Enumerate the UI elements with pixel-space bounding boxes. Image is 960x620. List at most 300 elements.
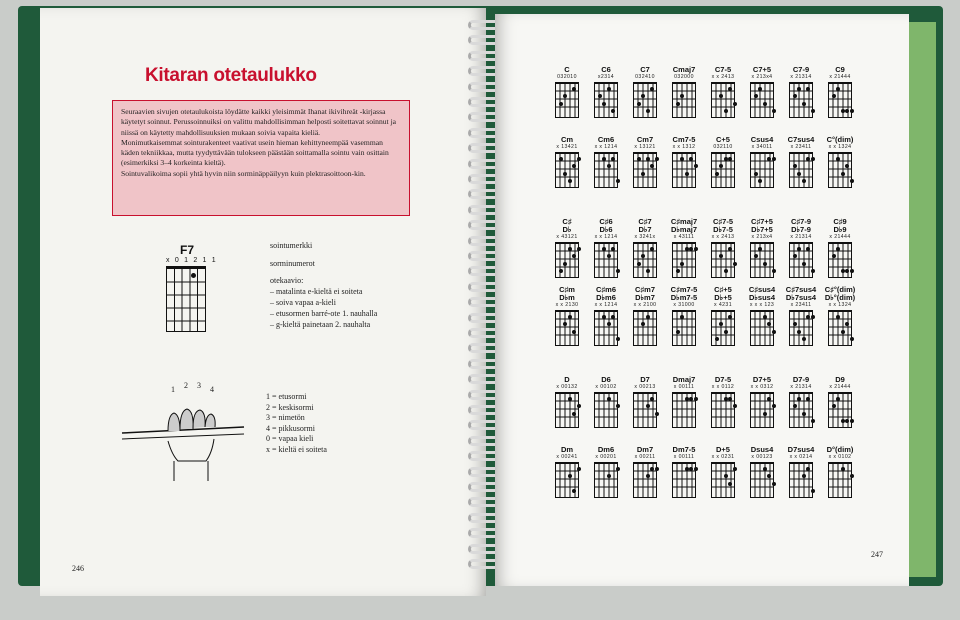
finger-dot (559, 102, 563, 106)
chord-name: Dm7 (636, 445, 654, 454)
chord-diagram (662, 218, 706, 278)
fretboard-grid (828, 82, 852, 118)
finger-dot (680, 157, 684, 161)
finger-dot (559, 269, 563, 273)
finger-dot (577, 404, 581, 408)
finger-dot (572, 87, 576, 91)
finger-dot (797, 397, 801, 401)
chord-diagram (623, 446, 667, 498)
chord-diagram (662, 376, 706, 428)
chord-name: C♯+5 D♭+5 (714, 285, 732, 302)
finger-dot (719, 254, 723, 258)
chord-diagram (740, 446, 784, 498)
chord-fingering: x 213x4 (751, 74, 773, 80)
finger-dot (685, 172, 689, 176)
finger-dot (607, 474, 611, 478)
finger-dot (694, 164, 698, 168)
finger-dot (577, 247, 581, 251)
finger-dot (806, 157, 810, 161)
finger-dot (676, 269, 680, 273)
finger-dot (641, 94, 645, 98)
chord-name: C♯°(dim) D♭°(dim) (824, 285, 856, 302)
chord-name: Dm7-5 (672, 445, 696, 454)
chord-fingering: x 00123 (751, 454, 773, 460)
finger-key-line: x = kieltä ei soiteta (266, 444, 327, 454)
legend-item: – g-kieltä painetaan 2. nauhalta (270, 320, 371, 329)
finger-dot (772, 482, 776, 486)
finger-key (266, 392, 327, 455)
chord-fingering: x 31000 (673, 302, 695, 308)
finger-dot (811, 315, 815, 319)
chord-name: C6 (601, 65, 611, 74)
chord-fingering: x 21444 (829, 384, 851, 390)
chord-diagram (662, 446, 706, 498)
finger-dot (616, 337, 620, 341)
fretboard-grid (633, 462, 657, 498)
chord-name: C♯maj7 D♭maj7 (670, 217, 698, 234)
info-box (112, 100, 410, 216)
finger-dot (602, 102, 606, 106)
chord-diagram (779, 286, 823, 346)
chord-name: C♯7sus4 D♭7sus4 (785, 285, 817, 302)
finger-dot (802, 262, 806, 266)
finger-dot (728, 397, 732, 401)
finger-dot (793, 164, 797, 168)
chord-name: D°(dim) (826, 445, 854, 454)
example-chord-name: F7 (180, 243, 195, 257)
finger-dot (767, 322, 771, 326)
fretboard-grid (594, 82, 618, 118)
fretboard-grid (555, 242, 579, 278)
finger-dot (793, 254, 797, 258)
chord-diagram (740, 286, 784, 346)
finger-key-line: 2 = keskisormi (266, 402, 314, 412)
fretboard-grid (555, 82, 579, 118)
finger-dot (602, 247, 606, 251)
finger-dot (568, 474, 572, 478)
fretboard-grid (828, 152, 852, 188)
chord-fingering: x x 2130 (555, 302, 579, 308)
left-page (40, 8, 486, 596)
finger-number: 2 (184, 381, 188, 390)
finger-dot (797, 87, 801, 91)
finger-dot (689, 467, 693, 471)
chord-diagram (623, 66, 667, 118)
finger-key-line: 3 = nimetön (266, 413, 305, 422)
finger-dot (806, 467, 810, 471)
chord-name: C7sus4 (787, 135, 815, 144)
finger-dot (641, 322, 645, 326)
fretboard-grid (594, 310, 618, 346)
chord-fingering: x x 2413 (711, 74, 735, 80)
finger-dot (646, 157, 650, 161)
finger-dot (680, 315, 684, 319)
finger-dot (850, 474, 854, 478)
finger-dot (676, 102, 680, 106)
chord-diagram (701, 136, 745, 188)
finger-dot (811, 269, 815, 273)
finger-dot (806, 247, 810, 251)
chord-diagram (584, 376, 628, 428)
fretboard-grid (594, 392, 618, 428)
chord-fingering: x 43121 (556, 234, 578, 240)
finger-dot (572, 412, 576, 416)
chord-fingering: x x 1312 (672, 144, 696, 150)
finger-dot (728, 87, 732, 91)
legend-sointumerkki: sointumerkki (270, 241, 313, 250)
chord-fingering: x 21314 (790, 74, 812, 80)
fretboard-grid (672, 462, 696, 498)
chord-diagram (701, 218, 745, 278)
fretboard-grid (711, 310, 735, 346)
page-number-left: 246 (72, 564, 84, 573)
finger-dot (811, 157, 815, 161)
finger-dot (607, 397, 611, 401)
chord-fingering: x 00132 (556, 384, 578, 390)
finger-dot (841, 330, 845, 334)
chord-diagram (584, 286, 628, 346)
chord-name: C (564, 65, 570, 74)
finger-dot (646, 269, 650, 273)
finger-dot (655, 467, 659, 471)
chord-name: D7-5 (714, 375, 732, 384)
finger-dot (685, 467, 689, 471)
finger-dot (724, 157, 728, 161)
finger-dot (724, 474, 728, 478)
finger-number: 4 (210, 385, 214, 394)
finger-dot (845, 419, 849, 423)
finger-dot (559, 157, 563, 161)
finger-dot (850, 179, 854, 183)
chord-diagram (662, 286, 706, 346)
chord-diagram (545, 446, 589, 498)
finger-dot (650, 87, 654, 91)
chord-name: D6 (601, 375, 611, 384)
finger-dot (763, 412, 767, 416)
finger-dot (845, 109, 849, 113)
finger-dot (841, 269, 845, 273)
finger-dot (191, 273, 196, 278)
chord-diagram (818, 286, 862, 346)
chord-fingering: x x 1214 (594, 144, 618, 150)
finger-dot (724, 269, 728, 273)
finger-dot (715, 172, 719, 176)
finger-dot (598, 94, 602, 98)
finger-dot (616, 179, 620, 183)
finger-dot (616, 404, 620, 408)
finger-dot (806, 315, 810, 319)
chord-name: Cm7 (636, 135, 654, 144)
chord-fingering: x 00102 (595, 384, 617, 390)
finger-number: 1 (171, 385, 175, 394)
finger-dot (811, 489, 815, 493)
finger-dot (568, 247, 572, 251)
finger-dot (680, 262, 684, 266)
finger-dot (797, 247, 801, 251)
fretboard-grid (672, 392, 696, 428)
finger-dot (724, 109, 728, 113)
finger-dot (572, 254, 576, 258)
finger-dot (602, 315, 606, 319)
finger-dot (793, 94, 797, 98)
chord-name: Dm6 (597, 445, 615, 454)
chord-name: Cmaj7 (672, 65, 696, 74)
chord-diagram (623, 136, 667, 188)
chord-name: C♯9 D♭9 (833, 217, 847, 234)
fretboard-grid (672, 310, 696, 346)
finger-dot (607, 254, 611, 258)
finger-dot (763, 467, 767, 471)
finger-dot (563, 322, 567, 326)
fretboard-grid (633, 310, 657, 346)
chord-fingering: x 00211 (634, 454, 656, 460)
finger-dot (763, 315, 767, 319)
chord-diagram (623, 376, 667, 428)
info-paragraph: Sointuvalikoima sopii yhtä hyvin niin sorminäppäilyyn kuin plektrasoittoon-kin. (121, 168, 366, 178)
fretboard-grid (750, 392, 774, 428)
finger-dot (611, 315, 615, 319)
chord-name: C♯m6 D♭m6 (595, 285, 616, 302)
finger-dot (650, 397, 654, 401)
fretboard-grid (555, 152, 579, 188)
finger-dot (836, 397, 840, 401)
fretboard-grid (711, 462, 735, 498)
chord-name: C7-5 (714, 65, 732, 74)
chord-name: C♯ D♭ (562, 217, 572, 234)
fretboard-grid (594, 152, 618, 188)
finger-dot (689, 397, 693, 401)
chord-diagram (545, 136, 589, 188)
finger-dot (646, 474, 650, 478)
chord-name: D (564, 375, 570, 384)
fretboard-grid (750, 152, 774, 188)
finger-dot (758, 247, 762, 251)
finger-dot (572, 164, 576, 168)
fretboard-grid (633, 152, 657, 188)
fretboard-grid (750, 462, 774, 498)
chord-fingering: 032010 (557, 74, 577, 80)
legend-item: – etusormen barré-ote 1. nauhalla (270, 309, 378, 318)
chord-diagram (779, 446, 823, 498)
finger-dot (767, 474, 771, 478)
finger-dot (767, 157, 771, 161)
chord-diagram (545, 286, 589, 346)
fretboard-grid (672, 82, 696, 118)
finger-dot (841, 172, 845, 176)
finger-dot (793, 322, 797, 326)
finger-dot (646, 109, 650, 113)
finger-key-line: 0 = vapaa kieli (266, 434, 314, 443)
chord-fingering: x 00241 (556, 454, 578, 460)
finger-dot (733, 102, 737, 106)
chord-diagram (779, 218, 823, 278)
fretboard-grid (789, 310, 813, 346)
finger-dot (836, 157, 840, 161)
finger-dot (836, 87, 840, 91)
finger-dot (811, 109, 815, 113)
finger-dot (689, 247, 693, 251)
chord-name: C♯7-5 D♭7-5 (712, 217, 733, 234)
finger-dot (841, 109, 845, 113)
finger-dot (607, 164, 611, 168)
finger-dot (577, 467, 581, 471)
finger-key-line: 1 = etusormi (266, 392, 307, 401)
fretboard-grid (594, 462, 618, 498)
chord-fingering: x 21314 (790, 384, 812, 390)
finger-dot (850, 109, 854, 113)
chord-diagram (740, 136, 784, 188)
fretboard-grid (672, 242, 696, 278)
chord-name: C♯6 D♭6 (599, 217, 613, 234)
chord-name: C+5 (716, 135, 730, 144)
chord-diagram (545, 66, 589, 118)
finger-dot (772, 269, 776, 273)
finger-dot (655, 157, 659, 161)
finger-dot (568, 315, 572, 319)
chord-fingering: x 21314 (790, 234, 812, 240)
finger-dot (572, 330, 576, 334)
finger-dot (733, 467, 737, 471)
chord-diagram (818, 446, 862, 498)
chord-diagram (701, 446, 745, 498)
finger-dot (611, 247, 615, 251)
chord-diagram (545, 376, 589, 428)
fretboard-grid (789, 462, 813, 498)
fretboard-grid (555, 462, 579, 498)
chord-name: C♯sus4 D♭sus4 (748, 285, 776, 302)
finger-dot (850, 269, 854, 273)
finger-dot (572, 489, 576, 493)
chord-name: D7-9 (792, 375, 810, 384)
finger-dot (793, 404, 797, 408)
finger-dot (802, 179, 806, 183)
finger-dot (577, 157, 581, 161)
finger-dot (802, 412, 806, 416)
finger-dot (754, 254, 758, 258)
chord-name: C♯7 D♭7 (638, 217, 652, 234)
chord-name: Cm7-5 (672, 135, 696, 144)
finger-dot (802, 337, 806, 341)
fretboard-grid (711, 242, 735, 278)
finger-dot (637, 262, 641, 266)
chord-name: C♯7+5 D♭7+5 (751, 217, 773, 234)
info-paragraph: Monimutkaisemmat sointurakenteet vaativat usein hieman kehittyneempää vasemman käden tekniikkaa, mutta tyydyttävään tulokseen päästään soittamalla sointu vain osittain (esimerkiksi 3–4 korkeinta kieltä). (121, 137, 389, 168)
finger-dot (655, 412, 659, 416)
fretboard-grid (789, 392, 813, 428)
chord-fingering: x 23411 (790, 144, 812, 150)
finger-dot (607, 322, 611, 326)
finger-dot (685, 247, 689, 251)
finger-dot (758, 87, 762, 91)
chord-diagram (818, 66, 862, 118)
chord-fingering: x x 0102 (828, 454, 852, 460)
fretboard-grid (633, 82, 657, 118)
chord-fingering: x 21444 (829, 74, 851, 80)
finger-dot (694, 467, 698, 471)
fretboard-grid (789, 242, 813, 278)
chord-diagram (701, 376, 745, 428)
finger-dot (763, 262, 767, 266)
chord-name: Cm6 (597, 135, 615, 144)
fretboard-grid (594, 242, 618, 278)
chord-fingering: x 00201 (595, 454, 617, 460)
chord-fingering: x 13121 (634, 144, 656, 150)
chord-name: Csus4 (750, 135, 774, 144)
fretboard-grid (555, 310, 579, 346)
finger-dot (685, 397, 689, 401)
chord-fingering: 032410 (635, 74, 655, 80)
chord-diagram (740, 66, 784, 118)
right-page (495, 14, 909, 586)
info-paragraph: Seuraavien sivujen otetaulukoista löydätte kaikki yleisimmät Ihanat ikivihreät -kirjassa käytetyt soinnut. Perussoinnuiksi on valittu mahdollisimman helposti soitettavat soinnut ja niissä on käytetty mahdollisuuksien mukaan soivia vapaita kieliä. (121, 107, 397, 137)
chord-diagram (779, 136, 823, 188)
example-chord-marks: x 0 1 2 1 1 (166, 257, 218, 264)
finger-dot (650, 164, 654, 168)
chord-name: C♯m7-5 D♭m7-5 (670, 285, 698, 302)
finger-dot (602, 157, 606, 161)
fretboard-grid (828, 242, 852, 278)
chord-fingering: x x 0112 (711, 384, 735, 390)
chord-diagram (623, 218, 667, 278)
chord-fingering: 032000 (674, 74, 694, 80)
finger-dot (563, 94, 567, 98)
legend-otekaavio: otekaavio: (270, 276, 304, 285)
finger-dot (650, 247, 654, 251)
finger-dot (616, 269, 620, 273)
chord-diagram (701, 286, 745, 346)
chord-fingering: x x 1324 (828, 302, 852, 308)
chord-fingering: x x 2100 (633, 302, 657, 308)
chord-name: D9 (835, 375, 845, 384)
chord-fingering: x 213x4 (751, 234, 773, 240)
finger-dot (676, 330, 680, 334)
finger-dot (758, 179, 762, 183)
finger-dot (841, 467, 845, 471)
finger-dot (728, 315, 732, 319)
chord-diagram (545, 218, 589, 278)
finger-dot (611, 157, 615, 161)
fretboard-grid (711, 82, 735, 118)
chord-diagram (584, 66, 628, 118)
finger-dot (806, 87, 810, 91)
finger-dot (797, 172, 801, 176)
chord-name: D7sus4 (787, 445, 815, 454)
finger-dot (616, 467, 620, 471)
finger-dot (611, 109, 615, 113)
finger-dot (772, 330, 776, 334)
fretboard-grid (711, 392, 735, 428)
finger-dot (806, 397, 810, 401)
finger-dot (772, 157, 776, 161)
finger-dot (832, 254, 836, 258)
finger-dot (754, 172, 758, 176)
fretboard-grid (633, 392, 657, 428)
finger-dot (728, 482, 732, 486)
finger-dot (646, 404, 650, 408)
chord-diagram (662, 136, 706, 188)
chord-diagram (623, 286, 667, 346)
finger-dot (719, 164, 723, 168)
chord-fingering: x 21444 (829, 234, 851, 240)
fretboard-grid (789, 82, 813, 118)
chord-name: C♯m7 D♭m7 (634, 285, 655, 302)
finger-dot (607, 87, 611, 91)
finger-dot (733, 404, 737, 408)
chord-fingering: x 00111 (673, 384, 695, 390)
chord-fingering: x 00111 (673, 454, 695, 460)
chord-diagram (818, 218, 862, 278)
fretboard-grid (750, 242, 774, 278)
